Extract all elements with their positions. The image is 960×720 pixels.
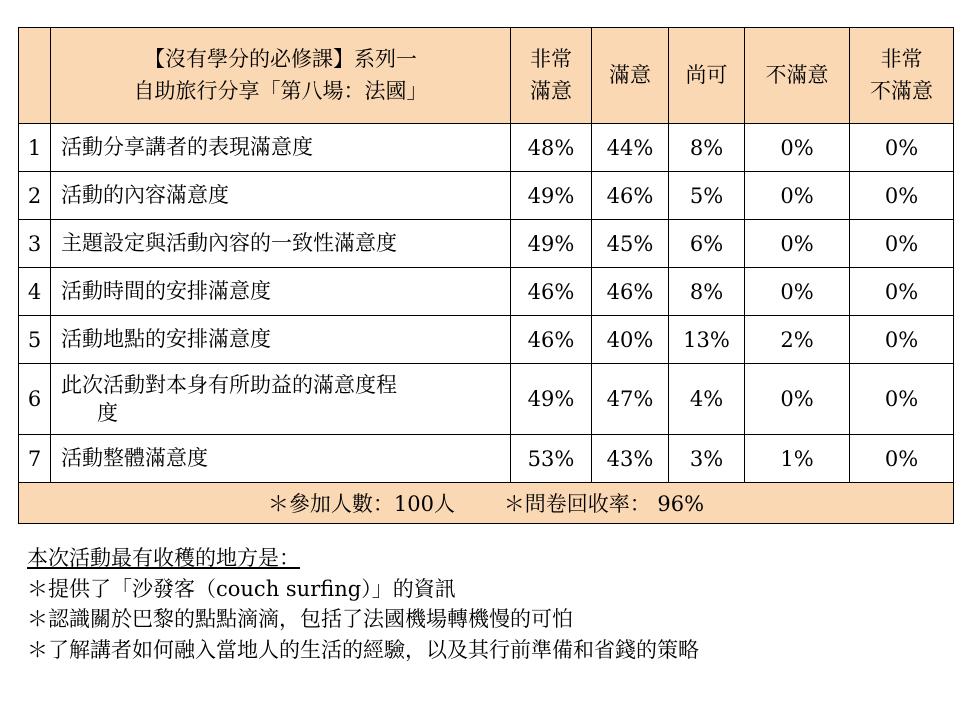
header-satisfied: 滿意	[592, 28, 669, 124]
value-unsatisfied: 0%	[745, 220, 850, 268]
value-unsatisfied: 0%	[745, 364, 850, 435]
row-item: 主題設定與活動內容的一致性滿意度	[51, 220, 511, 268]
table-row	[19, 220, 954, 268]
row-number: 6	[19, 364, 51, 435]
table-row	[19, 435, 954, 483]
value-unsatisfied: 1%	[745, 435, 850, 483]
value-very-unsatisfied: 0%	[850, 316, 954, 364]
value-ok: 3%	[669, 435, 745, 483]
value-satisfied: 43%	[592, 435, 669, 483]
row-number: 1	[19, 124, 51, 172]
value-very-satisfied: 46%	[511, 268, 592, 316]
value-very-unsatisfied: 0%	[850, 435, 954, 483]
table-row	[19, 268, 954, 316]
value-satisfied: 40%	[592, 316, 669, 364]
value-satisfied: 44%	[592, 124, 669, 172]
header-unsatisfied: 不滿意	[745, 28, 850, 124]
table-footer-row	[19, 483, 954, 524]
highlight-item: ＊提供了「沙發客（couch surfing）」的資訊	[27, 576, 456, 601]
table-footer-cell	[19, 483, 954, 524]
value-ok: 4%	[669, 364, 745, 435]
value-very-satisfied: 53%	[511, 435, 592, 483]
row-number: 4	[19, 268, 51, 316]
value-ok: 6%	[669, 220, 745, 268]
highlights-heading: 本次活動最有收穫的地方是：	[27, 546, 300, 570]
row-item: 活動整體滿意度	[51, 435, 511, 483]
value-very-satisfied: 46%	[511, 316, 592, 364]
table-row	[19, 172, 954, 220]
table-row	[19, 124, 954, 172]
row-item: 活動分享講者的表現滿意度	[51, 124, 511, 172]
satisfaction-survey-table	[18, 27, 954, 524]
value-ok: 5%	[669, 172, 745, 220]
header-very-unsatisfied: 非常 不滿意	[850, 28, 954, 124]
value-satisfied: 46%	[592, 172, 669, 220]
event-title: 【沒有學分的必修課】系列一	[144, 47, 417, 71]
row-number: 3	[19, 220, 51, 268]
value-ok: 13%	[669, 316, 745, 364]
value-satisfied: 47%	[592, 364, 669, 435]
row-item: 活動的內容滿意度	[51, 172, 511, 220]
value-very-satisfied: 49%	[511, 364, 592, 435]
event-subtitle: 自助旅行分享「第八場：法國」	[133, 78, 428, 103]
highlight-item: ＊了解講者如何融入當地人的生活的經驗，以及其行前準備和省錢的策略	[27, 637, 699, 662]
value-very-satisfied: 49%	[511, 220, 592, 268]
value-ok: 8%	[669, 124, 745, 172]
row-number: 5	[19, 316, 51, 364]
value-ok: 8%	[669, 268, 745, 316]
value-very-unsatisfied: 0%	[850, 172, 954, 220]
row-item: 活動地點的安排滿意度	[51, 316, 511, 364]
header-number-cell	[19, 28, 51, 124]
table-row	[19, 316, 954, 364]
value-unsatisfied: 0%	[745, 124, 850, 172]
value-very-satisfied: 49%	[511, 172, 592, 220]
survey-return-rate: ＊問卷回收率： 96%	[503, 492, 705, 516]
row-item: 此次活動對本身有所助益的滿意度程 度	[51, 364, 511, 435]
participant-count: ＊參加人數：100人	[267, 492, 456, 516]
value-unsatisfied: 2%	[745, 316, 850, 364]
value-very-unsatisfied: 0%	[850, 124, 954, 172]
value-very-unsatisfied: 0%	[850, 268, 954, 316]
value-very-satisfied: 48%	[511, 124, 592, 172]
value-very-unsatisfied: 0%	[850, 220, 954, 268]
row-number: 2	[19, 172, 51, 220]
row-item: 活動時間的安排滿意度	[51, 268, 511, 316]
value-unsatisfied: 0%	[745, 268, 850, 316]
table-row	[19, 364, 954, 435]
value-unsatisfied: 0%	[745, 172, 850, 220]
highlights-section	[27, 543, 947, 665]
header-very-satisfied: 非常 滿意	[511, 28, 592, 124]
header-ok: 尚可	[669, 28, 745, 124]
highlight-item: ＊認識關於巴黎的點點滴滴，包括了法國機場轉機慢的可怕	[27, 607, 573, 631]
value-satisfied: 46%	[592, 268, 669, 316]
header-title-cell	[51, 28, 511, 124]
table-header-row	[19, 28, 954, 124]
value-satisfied: 45%	[592, 220, 669, 268]
value-very-unsatisfied: 0%	[850, 364, 954, 435]
row-number: 7	[19, 435, 51, 483]
